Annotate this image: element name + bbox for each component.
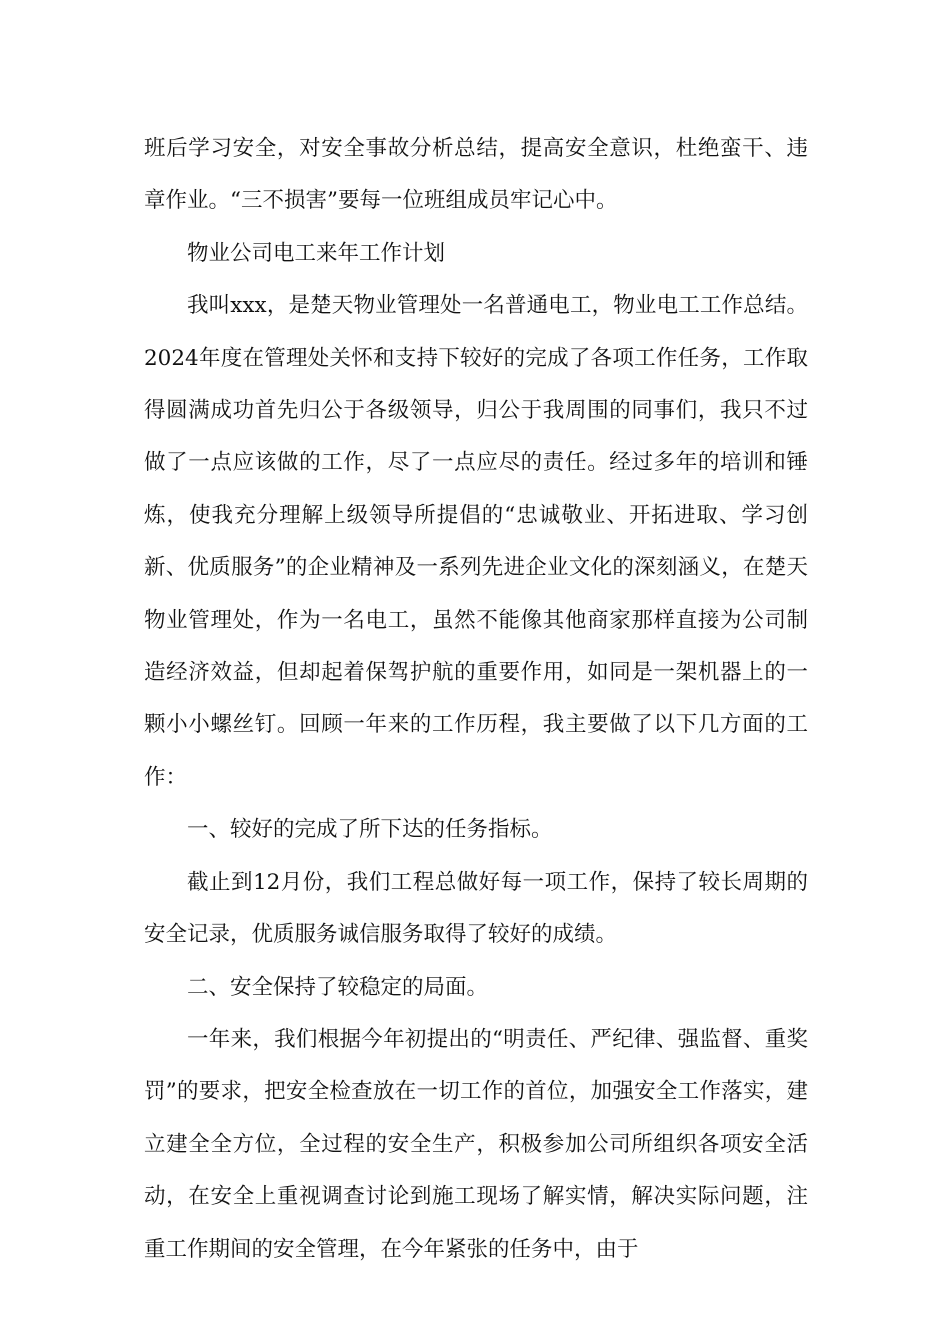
section-heading-safety-stability: 二、安全保持了较稳定的局面。 [187,974,489,1000]
paragraph-task-completion: 截止到12月份，我们工程总做好每一项工作，保持了较长周期的安全记录，优质服务诚信服务取得了较好的成绩。 [144,869,808,948]
paragraph-safety-stability: 一年来，我们根据今年初提出的“明责任、严纪律、强监督、重奖罚”的要求，把安全检查放在一切工作的首位，加强安全工作落实，建立建全全方位，全过程的安全生产，积极参加公司所组织各项安全活动，在安全上重视调查讨论到施工现场了解实情，解决实际问题，注重工作期间的安全管理，在今年紧张的任务中，由于 [144,1026,808,1262]
document-body [144,123,808,1276]
section-heading-work-plan: 物业公司电工来年工作计划 [187,240,446,266]
paragraph-introduction: 我叫xxx，是楚天物业管理处一名普通电工，物业电工工作总结。2024年度在管理处关怀和支持下较好的完成了各项工作任务，工作取得圆满成功首先归公于各级领导，归公于我周围的同事们，我只不过做了一点应该做的工作，尽了一点应尽的责任。经过多年的培训和锤炼，使我充分理解上级领导所提倡的“忠诚敬业、开拓进取、学习创新、优质服务”的企业精神及一系列先进企业文化的深刻涵义，在楚天物业管理处，作为一名电工，虽然不能像其他商家那样直接为公司制造经济效益，但却起着保驾护航的重要作用，如同是一架机器上的一颗小小螺丝钉。回顾一年来的工作历程，我主要做了以下几方面的工作： [144,293,808,790]
section-heading-task-completion: 一、较好的完成了所下达的任务指标。 [187,817,553,843]
paragraph-safety-study: 班后学习安全，对安全事故分析总结，提高安全意识，杜绝蛮干、违章作业。“三不损害”要每一位班组成员牢记心中。 [144,136,808,214]
